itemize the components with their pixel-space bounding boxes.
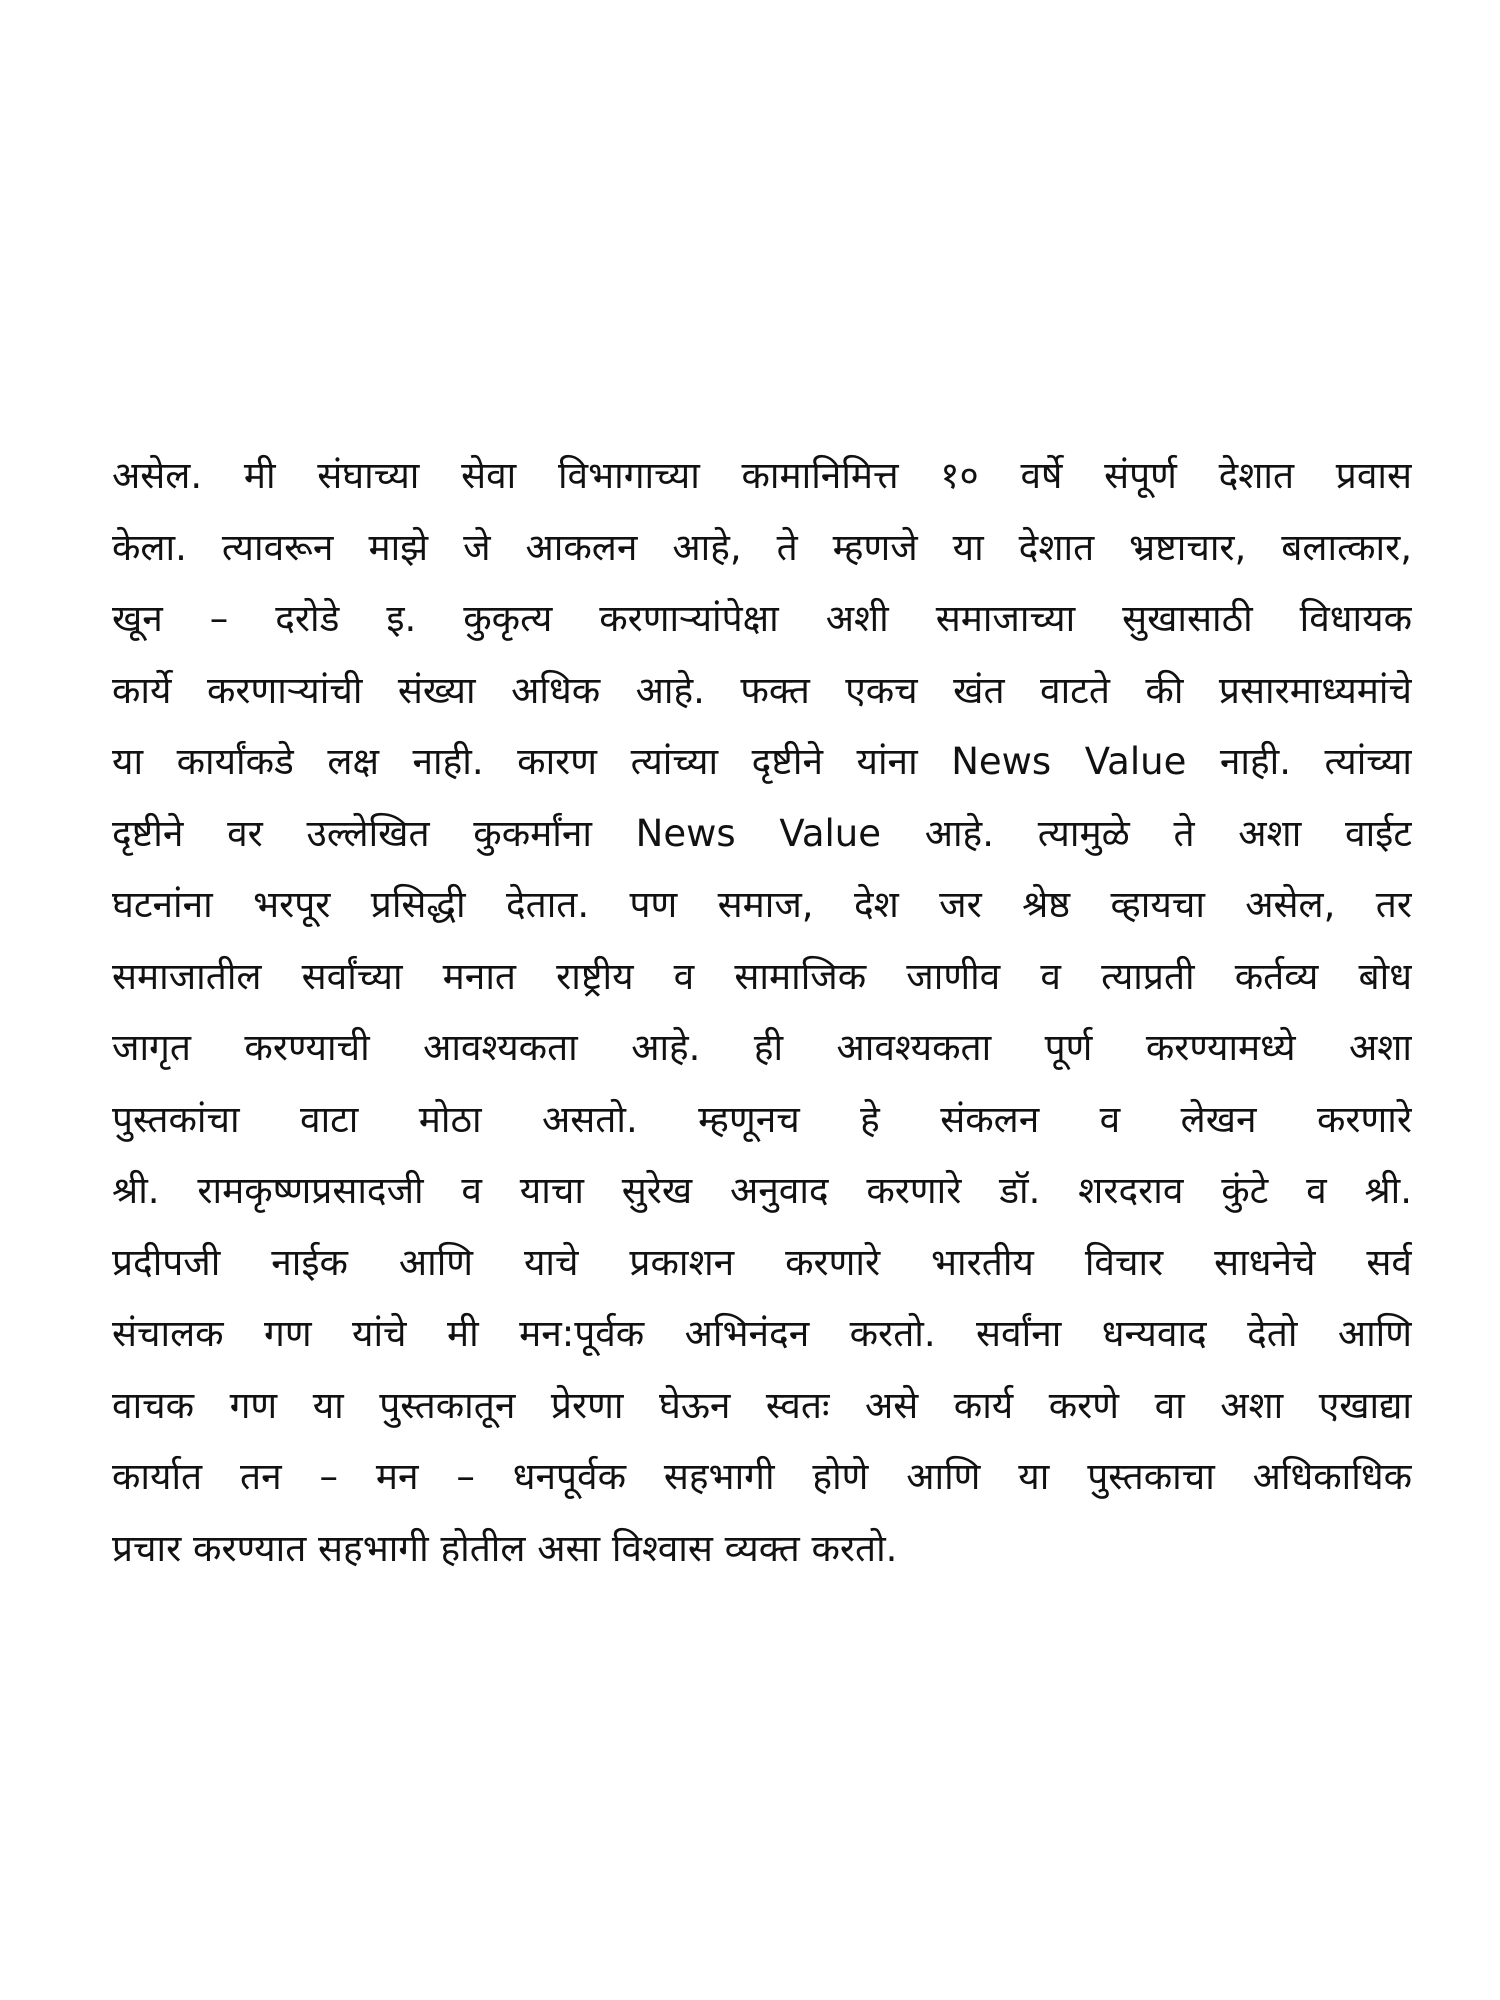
- body-paragraph: [112, 440, 1412, 1584]
- text-line: प्रदीपजी नाईक आणि याचे प्रकाशन करणारे भारतीय विचार साधनेचे सर्व: [112, 1240, 1412, 1284]
- text-line-last: प्रचार करण्यात सहभागी होतील असा विश्वास व्यक्त करतो.: [112, 1526, 898, 1570]
- text-line: या कार्यांकडे लक्ष नाही. कारण त्यांच्या दृष्टीने यांना News Value नाही. त्यांच्या: [112, 740, 1412, 783]
- text-line: खून – दरोडे इ. कुकृत्य करणाऱ्यांपेक्षा अशी समाजाच्या सुखासाठी विधायक: [112, 597, 1412, 640]
- text-line: वाचक गण या पुस्तकातून प्रेरणा घेऊन स्वतः असे कार्य करणे वा अशा एखाद्या: [112, 1383, 1412, 1427]
- text-line: समाजातील सर्वांच्या मनात राष्ट्रीय व सामाजिक जाणीव व त्याप्रती कर्तव्य बोध: [112, 954, 1412, 998]
- text-line: पुस्तकांचा वाटा मोठा असतो. म्हणूनच हे संकलन व लेखन करणारे: [112, 1097, 1412, 1141]
- text-line: कार्यात तन – मन – धनपूर्वक सहभागी होणे आणि या पुस्तकाचा अधिकाधिक: [112, 1455, 1412, 1498]
- text-line: घटनांना भरपूर प्रसिद्धी देतात. पण समाज, देश जर श्रेष्ठ व्हायचा असेल, तर: [112, 883, 1412, 926]
- text-line: केला. त्यावरून माझे जे आकलन आहे, ते म्हणजे या देशात भ्रष्टाचार, बलात्कार,: [112, 525, 1412, 569]
- text-line: श्री. रामकृष्णप्रसादजी व याचा सुरेख अनुवाद करणारे डॉ. शरदराव कुंटे व श्री.: [112, 1169, 1412, 1212]
- text-line: असेल. मी संघाच्या सेवा विभागाच्या कामानिमित्त १० वर्षे संपूर्ण देशात प्रवास: [112, 454, 1412, 497]
- text-line: कार्ये करणाऱ्यांची संख्या अधिक आहे. फक्त एकच खंत वाटते की प्रसारमाध्यमांचे: [112, 668, 1412, 712]
- text-line: जागृत करण्याची आवश्यकता आहे. ही आवश्यकता पूर्ण करण्यामध्ये अशा: [112, 1026, 1412, 1069]
- text-line: संचालक गण यांचे मी मन:पूर्वक अभिनंदन करतो. सर्वांना धन्यवाद देतो आणि: [112, 1312, 1412, 1355]
- text-line: दृष्टीने वर उल्लेखित कुकर्मांना News Value आहे. त्यामुळे ते अशा वाईट: [112, 811, 1412, 855]
